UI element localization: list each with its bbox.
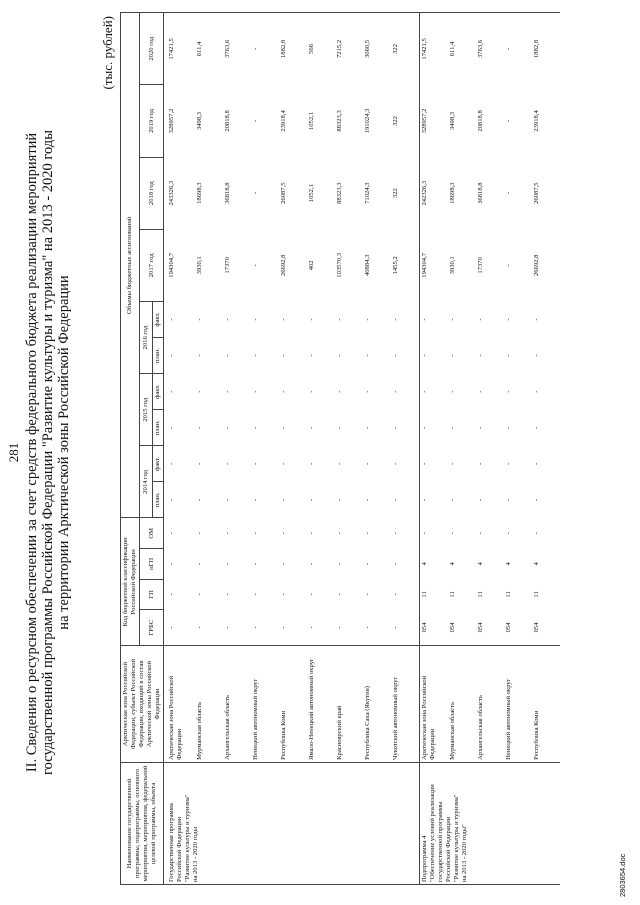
program-name-cell: [420, 762, 561, 884]
value-cell-grbs: 054: [505, 622, 512, 633]
value-cell-pgp: -: [280, 562, 287, 565]
col-name-header: Наименование государственной программы, подпрограммы, основного мероприятия, мероприятия, федеральной целевой программы, объекта: [121, 762, 164, 884]
value-cell-grbs: -: [252, 626, 259, 629]
value-cell-om: -: [477, 532, 484, 535]
value-cell-p15: -: [308, 426, 315, 429]
subject-cell: Ненецкий автономный округ: [504, 646, 532, 763]
value-cell-pgp: -: [392, 562, 399, 565]
value-cell-y2020: -: [505, 47, 512, 51]
subject-cell: Чукотский автономный округ: [391, 646, 420, 763]
value-cell-p14: -: [308, 498, 315, 502]
budget-table: [120, 12, 560, 885]
value-cell-om: -: [449, 532, 456, 535]
value-cell-pgp: -: [336, 562, 343, 565]
value-cell-y2019: 322: [392, 116, 399, 126]
value-cell-p14: -: [336, 498, 343, 502]
value-cell-y2019: 1052,1: [308, 111, 315, 131]
value-cell-p14: -: [196, 498, 203, 502]
table-row: [532, 13, 560, 885]
value-cell-grbs: -: [392, 626, 399, 629]
value-cell-y2018: 18698,3: [196, 182, 203, 204]
value-cell-p16: -: [224, 354, 231, 357]
value-cell-gp: 11: [449, 591, 456, 598]
page-number: 281: [6, 442, 21, 463]
value-cell-p14: -: [168, 498, 175, 502]
program-name-line: государственной программы: [437, 801, 444, 882]
subject-cell: Архангельская область: [476, 646, 504, 763]
table-row: [251, 13, 279, 885]
value-cell-p15: -: [533, 426, 540, 429]
value-cell-p15: -: [392, 426, 399, 429]
value-cell-p16: -: [392, 354, 399, 357]
value-cell-grbs: -: [280, 626, 287, 629]
value-cell-y2017: 3930,1: [449, 256, 456, 275]
value-cell-gp: -: [252, 593, 259, 596]
value-cell-p14: -: [533, 498, 540, 502]
program-name-line: "Развитие культуры и туризма": [184, 794, 191, 882]
table-row: [391, 13, 420, 885]
value-cell-p14: -: [449, 498, 456, 502]
year-2015-header: 2015 год: [140, 374, 153, 446]
value-cell-f14: -: [224, 462, 231, 465]
fact-2015-header: факт.: [153, 374, 164, 410]
value-cell-p14: -: [364, 498, 371, 502]
subject-cell: Архангельская область: [223, 646, 251, 763]
year-2018-header: 2018 год: [140, 157, 164, 229]
table-row: [195, 13, 223, 885]
table-row: [363, 13, 391, 885]
value-cell-om: -: [308, 532, 315, 535]
value-cell-grbs: -: [336, 626, 343, 629]
subject-cell: Арктическая зона Российской Федерации: [164, 646, 196, 763]
value-cell-y2017: 194304,7: [420, 229, 449, 301]
year-2020-header: 2020 год: [140, 13, 164, 85]
value-cell-om: -: [505, 532, 512, 535]
value-cell-grbs: 054: [420, 610, 449, 646]
title-line: государственной программы Российской Федерации "Развитие культуры и туризма" на 2013 - 2020 годы: [40, 130, 56, 775]
value-cell-grbs: 054: [477, 622, 484, 633]
subject-cell: Ненецкий автономный округ: [251, 646, 279, 763]
value-cell-p14: -: [505, 498, 512, 502]
value-cell-y2017: 1455,2: [392, 256, 399, 275]
value-cell-f15: -: [505, 390, 512, 393]
value-cell-pgp: -: [196, 562, 203, 565]
value-cell-f16: -: [252, 318, 259, 321]
value-cell-y2017: 194304,7: [168, 252, 175, 278]
value-cell-y2020: 3763,6: [477, 39, 484, 58]
value-cell-p15: -: [224, 426, 231, 429]
value-cell-gp: 11: [477, 591, 484, 598]
value-cell-p16: -: [449, 354, 456, 357]
value-cell-f15: -: [449, 390, 456, 393]
fact-2014-header: факт.: [153, 446, 164, 482]
year-2017-header: 2017 год: [140, 229, 164, 301]
value-cell-p15: -: [252, 426, 259, 429]
value-cell-p16: -: [420, 338, 449, 374]
table-row: [164, 13, 196, 885]
value-cell-p16: -: [477, 354, 484, 357]
table-row: [335, 13, 363, 885]
value-cell-y2018: 36818,8: [224, 182, 231, 204]
value-cell-y2017: 402: [308, 260, 315, 271]
value-cell-grbs: -: [196, 626, 203, 629]
value-cell-f15: -: [336, 390, 343, 393]
value-cell-f16: -: [364, 318, 371, 321]
value-cell-f14: -: [533, 462, 540, 465]
program-name-line: Государственная программа: [168, 803, 175, 882]
value-cell-y2020: 3060,5: [364, 39, 371, 58]
value-cell-om: -: [252, 532, 259, 535]
value-cell-pgp: -: [168, 562, 175, 565]
value-cell-om: -: [224, 532, 231, 535]
value-cell-grbs: -: [168, 626, 175, 629]
value-cell-f15: -: [477, 390, 484, 393]
value-cell-f14: -: [168, 462, 175, 465]
fact-2016-header: факт.: [153, 301, 164, 337]
document-title: [24, 40, 72, 865]
value-cell-gp: 11: [533, 591, 540, 598]
value-cell-f15: -: [252, 390, 259, 393]
value-cell-y2017: 26692,8: [280, 254, 287, 277]
value-cell-y2017: 17370: [477, 257, 484, 274]
value-cell-pgp: 4: [449, 562, 456, 566]
value-cell-p16: -: [252, 354, 259, 357]
value-cell-p14: -: [252, 498, 259, 502]
value-cell-f14: -: [196, 462, 203, 465]
value-cell-om: -: [364, 532, 371, 535]
value-cell-f14: -: [336, 462, 343, 465]
value-cell-p15: -: [336, 426, 343, 429]
value-cell-y2018: 71024,3: [364, 182, 371, 204]
value-cell-om: -: [420, 518, 449, 549]
value-cell-f16: -: [505, 318, 512, 321]
table-row: [420, 13, 449, 885]
value-cell-y2020: 566: [308, 43, 315, 54]
value-cell-gp: -: [168, 593, 175, 596]
value-cell-y2018: -: [252, 192, 259, 195]
value-cell-om: -: [336, 532, 343, 535]
program-name-line: Российской Федерации: [445, 816, 452, 882]
subject-cell: Республика Саха (Якутия): [363, 646, 391, 763]
title-line: на территории Арктической зоны Российской Федерации: [56, 275, 72, 630]
value-cell-f15: -: [280, 390, 287, 393]
volumes-header: Объемы бюджетных ассигнований: [121, 13, 140, 518]
value-cell-f16: -: [196, 318, 203, 321]
value-cell-f14: -: [308, 462, 315, 465]
value-cell-om: -: [392, 532, 399, 535]
value-cell-y2018: 1052,1: [308, 184, 315, 203]
subject-cell: Республика Коми: [532, 646, 560, 763]
value-cell-y2018: 88323,3: [336, 182, 343, 204]
col-om-header: ОМ: [140, 518, 164, 549]
value-cell-y2019: 3498,3: [196, 111, 203, 131]
value-cell-y2020: 7215,2: [336, 39, 343, 58]
value-cell-grbs: 054: [533, 622, 540, 633]
value-cell-f14: -: [364, 462, 371, 465]
value-cell-p15: -: [364, 426, 371, 429]
value-cell-f15: -: [420, 374, 449, 410]
value-cell-f16: -: [392, 318, 399, 321]
value-cell-y2020: 17421,5: [420, 13, 449, 85]
value-cell-y2019: -: [252, 119, 259, 123]
value-cell-pgp: 4: [533, 562, 540, 566]
subject-cell: Мурманская область: [448, 646, 476, 763]
value-cell-y2019: 20818,8: [224, 110, 231, 132]
subject-cell: Республика Коми: [279, 646, 307, 763]
value-cell-y2017: 26692,8: [533, 254, 540, 277]
value-cell-pgp: -: [364, 562, 371, 565]
value-cell-y2017: -: [505, 264, 512, 267]
value-cell-y2020: 3763,6: [224, 39, 231, 58]
value-cell-f14: -: [420, 446, 449, 482]
value-cell-f15: -: [364, 390, 371, 393]
value-cell-gp: -: [196, 593, 203, 596]
value-cell-f16: -: [336, 318, 343, 321]
value-cell-p16: -: [364, 354, 371, 357]
table-row: [504, 13, 532, 885]
value-cell-y2020: -: [252, 47, 259, 51]
value-cell-p15: -: [280, 426, 287, 429]
value-cell-y2019: 20818,8: [477, 110, 484, 132]
units-label: (тыс. рублей): [100, 16, 115, 90]
col-subject-header: Арктическая зона Российской Федерации, субъект Российской Федерации, входящий в состав Арктической зоны Российской Федерации: [121, 646, 164, 763]
plan-2015-header: план.: [153, 410, 164, 446]
value-cell-p15: -: [168, 426, 175, 429]
value-cell-y2018: 36818,8: [477, 182, 484, 204]
value-cell-p16: -: [168, 354, 175, 357]
value-cell-f14: -: [252, 462, 259, 465]
table-body: [164, 13, 561, 885]
value-cell-p14: -: [224, 498, 231, 502]
value-cell-f14: -: [477, 462, 484, 465]
value-cell-grbs: -: [308, 626, 315, 629]
value-cell-f16: -: [533, 318, 540, 321]
value-cell-y2020: 611,4: [196, 41, 203, 57]
value-cell-p16: -: [533, 354, 540, 357]
budget-code-header: Код бюджетной классификации Российской Федерации: [121, 518, 140, 646]
table-row: [307, 13, 335, 885]
value-cell-y2019: 23918,4: [533, 110, 540, 132]
value-cell-f15: -: [533, 390, 540, 393]
value-cell-om: -: [280, 532, 287, 535]
col-grbs-header: ГРБС: [140, 610, 164, 646]
value-cell-y2018: 26087,5: [533, 182, 540, 204]
value-cell-y2019: 88323,3: [336, 110, 343, 132]
value-cell-y2019: -: [505, 119, 512, 123]
value-cell-y2018: 242326,3: [420, 157, 449, 229]
value-cell-f15: -: [168, 390, 175, 393]
value-cell-y2018: 243326,3: [168, 180, 175, 206]
year-2019-header: 2019 год: [140, 85, 164, 157]
program-name-line: на 2013 - 2020 годы": [461, 824, 468, 882]
value-cell-p14: -: [420, 482, 449, 518]
value-cell-y2017: 40884,3: [364, 254, 371, 277]
table-row: [223, 13, 251, 885]
value-cell-p15: -: [420, 410, 449, 446]
value-cell-f16: -: [449, 318, 456, 321]
file-name: 2803654.doc: [618, 853, 627, 897]
subject-cell: Красноярский край: [335, 646, 363, 763]
value-cell-p15: -: [449, 426, 456, 429]
value-cell-gp: -: [224, 593, 231, 596]
value-cell-y2020: 17421,5: [168, 38, 175, 60]
value-cell-f16: -: [280, 318, 287, 321]
value-cell-p14: -: [392, 498, 399, 502]
value-cell-y2018: 322: [392, 188, 399, 199]
year-2014-header: 2014 год: [140, 446, 153, 518]
title-line: II. Сведения о ресурсном обеспечении за счет средств федерального бюджета реализации мероприятий: [24, 132, 40, 773]
program-name-line: на 2013 - 2020 годы: [192, 826, 199, 882]
value-cell-f16: -: [477, 318, 484, 321]
program-name-cell: [164, 762, 420, 884]
value-cell-pgp: 4: [505, 562, 512, 566]
value-cell-y2017: 103570,3: [336, 252, 343, 278]
value-cell-grbs: -: [224, 626, 231, 629]
value-cell-gp: 11: [505, 591, 512, 598]
value-cell-gp: -: [392, 593, 399, 596]
value-cell-y2019: 328957,2: [420, 85, 449, 157]
value-cell-gp: 11: [420, 579, 449, 610]
value-cell-p15: -: [196, 426, 203, 429]
value-cell-p16: -: [505, 354, 512, 357]
plan-2016-header: план.: [153, 338, 164, 374]
value-cell-f15: -: [392, 390, 399, 393]
value-cell-gp: -: [308, 593, 315, 596]
program-name-line: Подпрограмма 4: [421, 835, 428, 882]
value-cell-p16: -: [308, 354, 315, 357]
value-cell-pgp: 4: [477, 562, 484, 566]
value-cell-f16: -: [224, 318, 231, 321]
value-cell-gp: -: [336, 593, 343, 596]
value-cell-p15: -: [505, 426, 512, 429]
value-cell-y2020: 1882,8: [533, 39, 540, 58]
value-cell-om: -: [533, 532, 540, 535]
value-cell-gp: -: [280, 593, 287, 596]
program-name-line: Российской Федерации: [176, 816, 183, 882]
value-cell-pgp: -: [252, 562, 259, 565]
year-2016-header: 2016 год: [140, 301, 153, 373]
value-cell-p14: -: [477, 498, 484, 502]
value-cell-f16: -: [168, 318, 175, 321]
col-gp-header: ГП: [140, 579, 164, 610]
value-cell-y2019: 23918,4: [280, 110, 287, 132]
value-cell-grbs: -: [364, 626, 371, 629]
value-cell-pgp: -: [308, 562, 315, 565]
value-cell-y2019: 328957,2: [168, 108, 175, 134]
value-cell-f14: -: [280, 462, 287, 465]
value-cell-f15: -: [308, 390, 315, 393]
plan-2014-header: план.: [153, 482, 164, 518]
program-name-line: "Развитие культуры и туризма": [453, 794, 460, 882]
value-cell-y2019: 3498,3: [449, 111, 456, 131]
col-pgp-header: пГП: [140, 549, 164, 580]
subject-cell: Арктическая зона Российской Федерации: [420, 646, 449, 763]
value-cell-y2017: 17370: [224, 257, 231, 274]
value-cell-f14: -: [505, 462, 512, 465]
value-cell-y2020: 322: [392, 43, 399, 54]
table-row: [279, 13, 307, 885]
value-cell-p16: -: [336, 354, 343, 357]
program-name-line: "Обеспечение условий реализации: [429, 784, 436, 882]
value-cell-y2017: -: [252, 264, 259, 267]
value-cell-grbs: 054: [449, 622, 456, 633]
value-cell-p16: -: [196, 354, 203, 357]
value-cell-p16: -: [280, 354, 287, 357]
value-cell-f14: -: [449, 462, 456, 465]
subject-cell: Ямало-Ненецкий автономный округ: [307, 646, 335, 763]
subject-cell: Мурманская область: [195, 646, 223, 763]
value-cell-y2019: 191024,3: [364, 108, 371, 134]
value-cell-f14: -: [392, 462, 399, 465]
value-cell-om: -: [168, 532, 175, 535]
table-header: [121, 13, 164, 885]
value-cell-f15: -: [224, 390, 231, 393]
value-cell-y2018: -: [505, 192, 512, 195]
value-cell-y2017: 3930,1: [196, 256, 203, 275]
value-cell-y2018: 18698,3: [449, 182, 456, 204]
value-cell-f15: -: [196, 390, 203, 393]
value-cell-f16: -: [308, 318, 315, 321]
value-cell-gp: -: [364, 593, 371, 596]
value-cell-f16: -: [420, 301, 449, 337]
table-row: [476, 13, 504, 885]
value-cell-p14: -: [280, 498, 287, 502]
value-cell-p15: -: [477, 426, 484, 429]
value-cell-pgp: -: [224, 562, 231, 565]
table-row: [448, 13, 476, 885]
value-cell-y2020: 611,4: [449, 41, 456, 57]
value-cell-pgp: 4: [420, 549, 449, 580]
value-cell-om: -: [196, 532, 203, 535]
value-cell-y2020: 1882,8: [280, 39, 287, 58]
value-cell-y2018: 26087,5: [280, 182, 287, 204]
